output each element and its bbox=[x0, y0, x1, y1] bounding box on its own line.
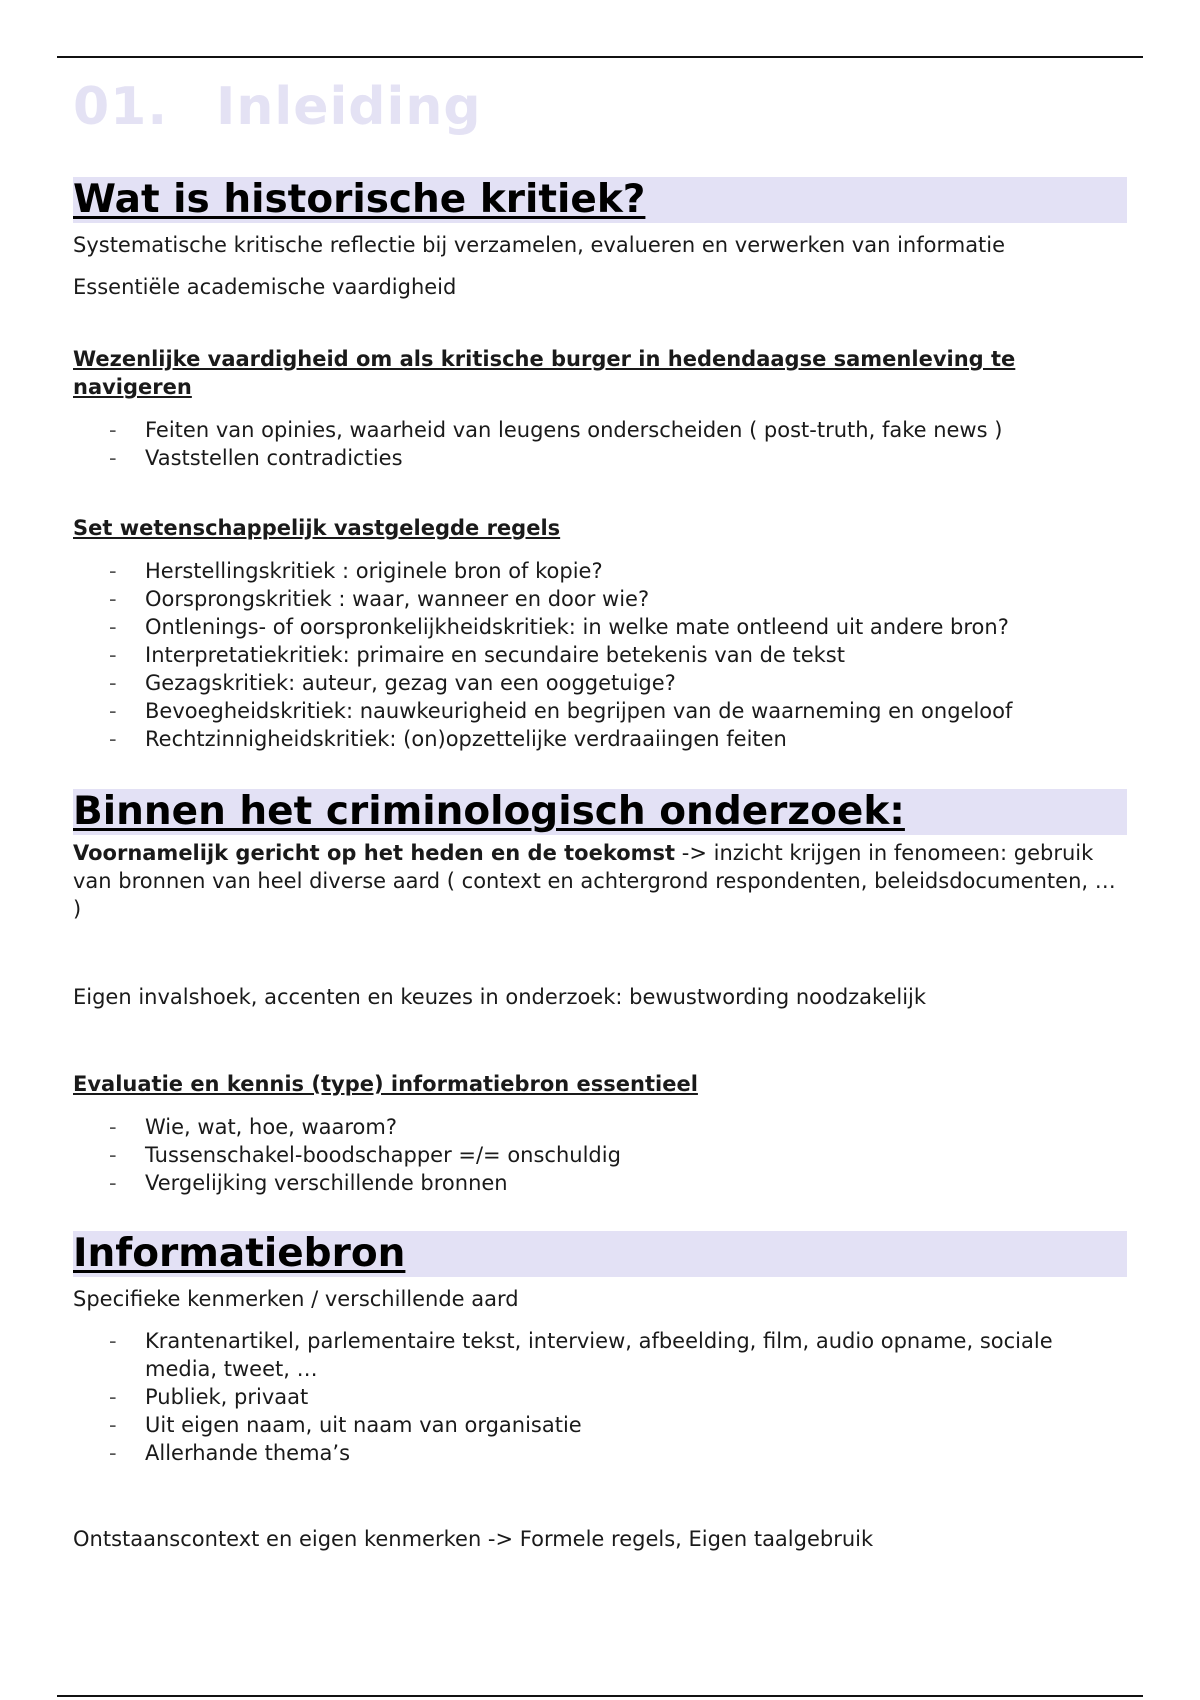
document-page bbox=[73, 70, 1127, 1553]
paragraph: Ontstaanscontext en eigen kenmerken -> Formele regels, Eigen taalgebruik bbox=[73, 1527, 874, 1551]
section-heading-text: Wat is historische kritiek? bbox=[73, 177, 646, 222]
list-item: - Rechtzinnigheidskritiek: (on)opzettelijke verdraaiingen feiten bbox=[73, 725, 1127, 753]
list-item: - Interpretatiekritiek: primaire en secundaire betekenis van de tekst bbox=[73, 641, 1127, 669]
section-heading-criminologisch-onderzoek bbox=[73, 789, 1127, 835]
paragraph: Specifieke kenmerken / verschillende aard bbox=[73, 1287, 519, 1311]
bottom-rule bbox=[57, 1695, 1143, 1697]
section-heading-text: Binnen het criminologisch onderzoek: bbox=[73, 789, 905, 834]
bullet-list bbox=[73, 1327, 1113, 1467]
bullet-list bbox=[73, 557, 1127, 753]
paragraph bbox=[73, 839, 1127, 923]
subheading: Evaluatie en kennis (type) informatiebron essentieel bbox=[73, 1072, 698, 1096]
list-item: - Vergelijking verschillende bronnen bbox=[73, 1169, 1127, 1197]
list-item: - Gezagskritiek: auteur, gezag van een ooggetuige? bbox=[73, 669, 1127, 697]
bullet-list bbox=[73, 416, 1127, 472]
subheading: Wezenlijke vaardigheid om als kritische burger in hedendaagse samenleving te navigeren bbox=[73, 347, 1016, 399]
list-item: - Wie, wat, hoe, waarom? bbox=[73, 1113, 1127, 1141]
chapter-label: Inleiding bbox=[216, 77, 482, 137]
list-item: - Oorsprongskritiek : waar, wanneer en door wie? bbox=[73, 585, 1127, 613]
paragraph: Systematische kritische reflectie bij verzamelen, evalueren en verwerken van informatie bbox=[73, 233, 1006, 257]
list-item: - Krantenartikel, parlementaire tekst, interview, afbeelding, film, audio opname, sociale media, tweet, … bbox=[73, 1327, 1113, 1383]
lead-rest: -> inzicht krijgen in fenomeen: gebruik van bronnen van heel diverse aard ( context en achtergrond respondenten, beleidsdocumenten, … ) bbox=[73, 841, 1116, 921]
paragraph: Essentiële academische vaardigheid bbox=[73, 275, 457, 299]
list-item: - Tussenschakel-boodschapper =/= onschuldig bbox=[73, 1141, 1127, 1169]
list-item: - Herstellingskritiek : originele bron of kopie? bbox=[73, 557, 1127, 585]
list-item: - Uit eigen naam, uit naam van organisatie bbox=[73, 1411, 1113, 1439]
section-heading-informatiebron bbox=[73, 1231, 1127, 1277]
list-item: - Publiek, privaat bbox=[73, 1383, 1113, 1411]
list-item: - Vaststellen contradicties bbox=[73, 444, 1127, 472]
top-rule bbox=[57, 56, 1143, 58]
list-item: - Bevoegheidskritiek: nauwkeurigheid en begrijpen van de waarneming en ongeloof bbox=[73, 697, 1127, 725]
bold-lead: Voornamelijk gericht op het heden en de toekomst bbox=[73, 841, 676, 865]
paragraph: Eigen invalshoek, accenten en keuzes in onderzoek: bewustwording noodzakelijk bbox=[73, 985, 927, 1009]
chapter-number: 01. bbox=[73, 77, 169, 137]
list-item: - Allerhande thema’s bbox=[73, 1439, 1113, 1467]
bullet-list bbox=[73, 1113, 1127, 1197]
section-heading-text: Informatiebron bbox=[73, 1231, 406, 1276]
chapter-title bbox=[73, 70, 1127, 144]
list-item: - Feiten van opinies, waarheid van leugens onderscheiden ( post-truth, fake news ) bbox=[73, 416, 1127, 444]
list-item: - Ontlenings- of oorspronkelijkheidskritiek: in welke mate ontleend uit andere bron? bbox=[73, 613, 1127, 641]
subheading: Set wetenschappelijk vastgelegde regels bbox=[73, 516, 561, 540]
section-heading-historische-kritiek bbox=[73, 177, 1127, 223]
